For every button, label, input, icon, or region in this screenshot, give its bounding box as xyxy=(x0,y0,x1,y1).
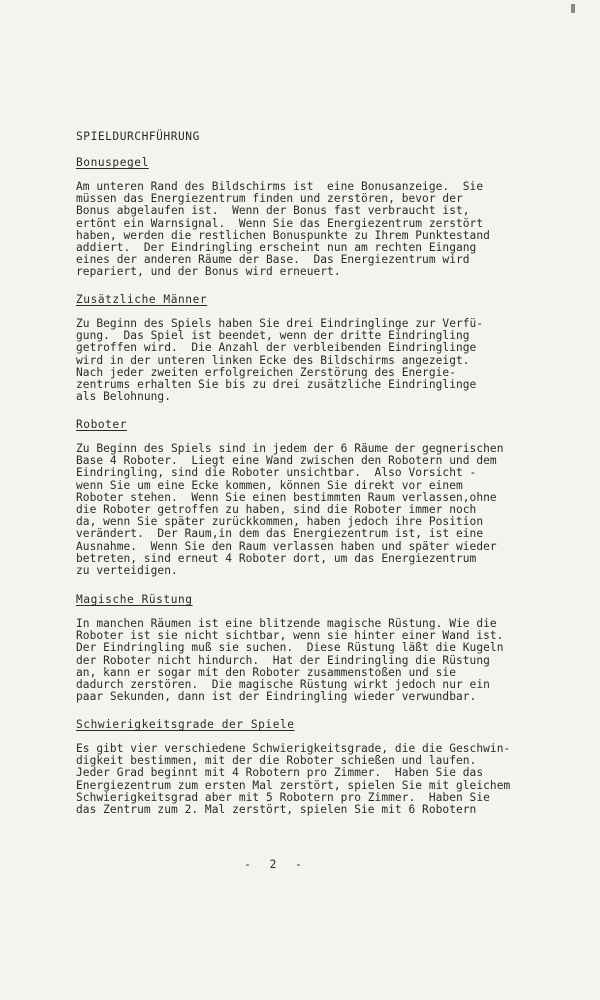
section-body-roboter xyxy=(76,443,556,577)
paragraph-line: gung. Das Spiel ist beendet, wenn der dritte Eindringling xyxy=(76,329,470,343)
section-heading-schwierigkeitsgrade: Schwierigkeitsgrade der Spiele xyxy=(76,718,295,731)
section-body-magische-ruestung xyxy=(76,618,556,703)
paragraph-line: Zu Beginn des Spiels sind in jedem der 6 Räume der gegnerischen xyxy=(76,442,504,455)
section-body-schwierigkeitsgrade xyxy=(76,743,556,816)
paragraph-line: da, wenn Sie später zurückkommen, haben jedoch ihre Position xyxy=(76,515,484,529)
page-title: SPIELDURCHFÜHRUNG xyxy=(76,130,200,143)
paragraph-line: betreten, sind erneut 4 Roboter dort, um das Energiezentrum xyxy=(76,551,477,565)
paragraph-line: Ausnahme. Wenn Sie den Raum verlassen haben und später wieder xyxy=(76,539,497,553)
paragraph-line: Der Eindringling muß sie suchen. Diese Rüstung läßt die Kugeln xyxy=(76,641,504,655)
paragraph-line: Es gibt vier verschiedene Schwierigkeitsgrade, die die Geschwin- xyxy=(76,742,511,755)
paragraph-line: müssen das Energiezentrum finden und zerstören, bevor der xyxy=(76,192,463,206)
section-body-bonuspegel xyxy=(76,181,556,279)
section-heading-magische-ruestung: Magische Rüstung xyxy=(76,593,193,606)
paragraph-line: ertönt ein Warnsignal. Wenn Sie das Energiezentrum zerstört xyxy=(76,216,484,230)
paragraph-line: Schwierigkeitsgrad aber mit 5 Robotern pro Zimmer. Haben Sie xyxy=(76,790,490,804)
section-heading-roboter: Roboter xyxy=(76,418,127,431)
paragraph-line: In manchen Räumen ist eine blitzende magische Rüstung. Wie die xyxy=(76,617,497,630)
paragraph-line: repariert, und der Bonus wird erneuert. xyxy=(76,265,341,279)
paragraph-line: Base 4 Roboter. Liegt eine Wand zwischen den Robotern und dem xyxy=(76,454,497,468)
paragraph-line: Roboter stehen. Wenn Sie einen bestimmten Raum verlassen,ohne xyxy=(76,490,497,504)
paragraph-line: als Belohnung. xyxy=(76,390,171,404)
paragraph-line: Eindringling, sind die Roboter unsichtbar. Also Vorsicht - xyxy=(76,466,477,480)
section-body-zusaetzliche-maenner xyxy=(76,318,556,403)
paragraph-line: addiert. Der Eindringling erscheint nun am rechten Eingang xyxy=(76,241,477,255)
page-number: - 2 - xyxy=(244,858,308,871)
paragraph-line: verändert. Der Raum,in dem das Energiezentrum ist, ist eine xyxy=(76,527,484,541)
paragraph-line: Energiezentrum zum ersten Mal zerstört, spielen Sie mit gleichem xyxy=(76,778,511,792)
paragraph-line: getroffen wird. Die Anzahl der verbleibenden Eindringlinge xyxy=(76,341,477,355)
paragraph-line: paar Sekunden, dann ist der Eindringling wieder verwundbar. xyxy=(76,690,477,704)
paragraph-line: Zu Beginn des Spiels haben Sie drei Eindringlinge zur Verfü- xyxy=(76,317,484,330)
paragraph-line: wenn Sie um eine Ecke kommen, können Sie direkt vor einem xyxy=(76,478,463,492)
paragraph-line: zentrums erhalten Sie bis zu drei zusätzliche Eindringlinge xyxy=(76,378,477,392)
paragraph-line: Jeder Grad beginnt mit 4 Robotern pro Zimmer. Haben Sie das xyxy=(76,766,484,780)
paragraph-line: Am unteren Rand des Bildschirms ist eine Bonusanzeige. Sie xyxy=(76,180,484,193)
paragraph-line: das Zentrum zum 2. Mal zerstört, spielen Sie mit 6 Robotern xyxy=(76,803,477,817)
paragraph-line: Bonus abgelaufen ist. Wenn der Bonus fast verbraucht ist, xyxy=(76,204,470,218)
paragraph-line: der Roboter nicht hindurch. Hat der Eindringling die Rüstung xyxy=(76,653,490,667)
paragraph-line: Roboter ist sie nicht sichtbar, wenn sie hinter einer Wand ist. xyxy=(76,629,504,643)
section-heading-zusaetzliche-maenner: Zusätzliche Männer xyxy=(76,293,208,306)
paragraph-line: zu verteidigen. xyxy=(76,564,178,578)
paragraph-line: die Roboter getroffen zu haben, sind die Roboter immer noch xyxy=(76,503,477,517)
paragraph-line: wird in der unteren linken Ecke des Bildschirms angezeigt. xyxy=(76,353,470,367)
paragraph-line: eines der anderen Räume der Base. Das Energiezentrum wird xyxy=(76,253,470,267)
section-heading-bonuspegel: Bonuspegel xyxy=(76,156,149,169)
paragraph-line: Nach jeder zweiten erfolgreichen Zerstörung des Energie- xyxy=(76,365,456,379)
paragraph-line: dadurch zerstören. Die magische Rüstung wirkt jedoch nur ein xyxy=(76,678,490,692)
paragraph-line: haben, werden die restlichen Bonuspunkte zu Ihrem Punktestand xyxy=(76,228,490,242)
scan-corner-mark xyxy=(571,4,575,13)
paragraph-line: digkeit bestimmen, mit der die Roboter schießen und laufen. xyxy=(76,754,477,768)
paragraph-line: an, kann er sogar mit den Roboter zusammenstoßen und sie xyxy=(76,665,456,679)
